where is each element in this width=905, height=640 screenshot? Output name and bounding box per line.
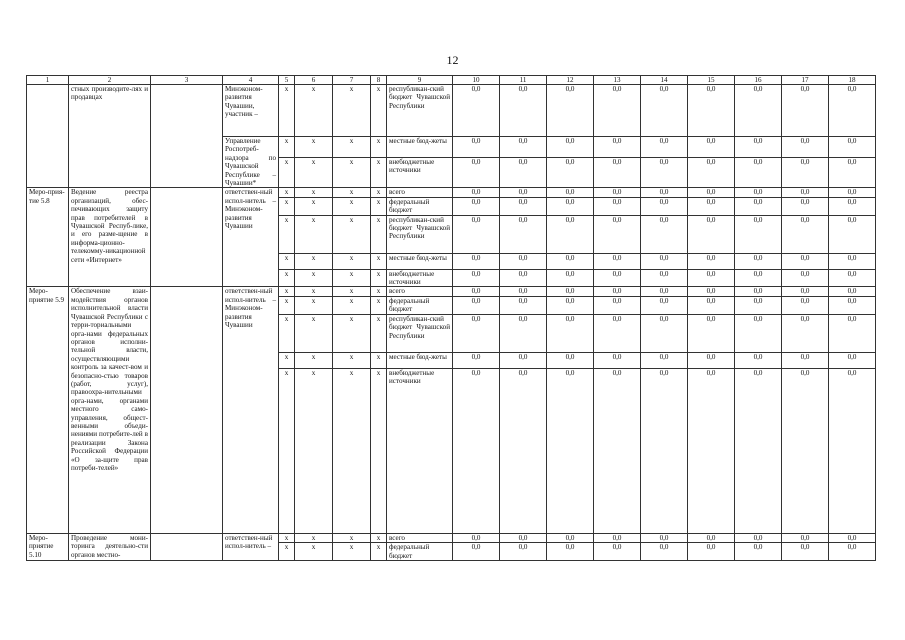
- amount-cell: 0,0: [829, 352, 876, 368]
- amount-cell: 0,0: [735, 197, 782, 215]
- amount-cell: 0,0: [688, 188, 735, 197]
- amount-cell: 0,0: [829, 269, 876, 287]
- amount-cell: 0,0: [829, 157, 876, 188]
- funding-source: всего: [387, 533, 453, 542]
- amount-cell: 0,0: [735, 533, 782, 542]
- funding-source: внебюджетные источники: [387, 368, 453, 533]
- amount-cell: 0,0: [782, 137, 829, 158]
- x-mark: х: [279, 215, 295, 253]
- amount-cell: 0,0: [641, 157, 688, 188]
- amount-cell: 0,0: [641, 197, 688, 215]
- x-mark: х: [279, 253, 295, 269]
- executor: Минэконом-развития Чувашии, участник –: [223, 85, 279, 137]
- event-number: Меро-приятие 5.10: [27, 533, 69, 560]
- event-description: Ведение реестра организаций, обес-печивающих защиту прав потребителей в Чувашской Респуб-лике, и его разме-щение в информа-ционно-телекомму-никационной сети «Интернет»: [69, 188, 151, 287]
- x-mark: х: [333, 533, 371, 542]
- x-mark: х: [371, 533, 387, 542]
- x-mark: х: [279, 296, 295, 314]
- amount-cell: 0,0: [453, 269, 500, 287]
- amount-cell: 0,0: [500, 314, 547, 352]
- funding-source: всего: [387, 287, 453, 296]
- table-row: [27, 287, 876, 296]
- amount-cell: 0,0: [453, 543, 500, 561]
- amount-cell: 0,0: [782, 287, 829, 296]
- funding-source: федеральный бюджет: [387, 197, 453, 215]
- amount-cell: 0,0: [547, 215, 594, 253]
- amount-cell: 0,0: [453, 253, 500, 269]
- amount-cell: 0,0: [594, 269, 641, 287]
- amount-cell: 0,0: [782, 197, 829, 215]
- event-description: Проведение мони-торинга деятельно-сти органов местно-: [69, 533, 151, 560]
- amount-cell: 0,0: [688, 85, 735, 137]
- empty-cell: [151, 188, 223, 287]
- event-number: [27, 85, 69, 188]
- amount-cell: 0,0: [688, 543, 735, 561]
- amount-cell: 0,0: [641, 137, 688, 158]
- amount-cell: 0,0: [782, 543, 829, 561]
- column-header: 9: [387, 76, 453, 85]
- x-mark: х: [279, 314, 295, 352]
- amount-cell: 0,0: [547, 287, 594, 296]
- amount-cell: 0,0: [829, 533, 876, 542]
- column-header: 18: [829, 76, 876, 85]
- amount-cell: 0,0: [782, 533, 829, 542]
- column-header: 2: [69, 76, 151, 85]
- x-mark: х: [333, 543, 371, 561]
- executor: ответствен-ный испол-нитель – Минэконом-развития Чувашии: [223, 188, 279, 287]
- amount-cell: 0,0: [641, 543, 688, 561]
- amount-cell: 0,0: [641, 253, 688, 269]
- amount-cell: 0,0: [547, 157, 594, 188]
- x-mark: х: [295, 215, 333, 253]
- amount-cell: 0,0: [500, 85, 547, 137]
- amount-cell: 0,0: [641, 287, 688, 296]
- x-mark: х: [333, 215, 371, 253]
- amount-cell: 0,0: [829, 85, 876, 137]
- amount-cell: 0,0: [688, 352, 735, 368]
- amount-cell: 0,0: [594, 368, 641, 533]
- amount-cell: 0,0: [453, 215, 500, 253]
- amount-cell: 0,0: [547, 85, 594, 137]
- amount-cell: 0,0: [500, 287, 547, 296]
- amount-cell: 0,0: [688, 253, 735, 269]
- amount-cell: 0,0: [782, 85, 829, 137]
- x-mark: х: [295, 296, 333, 314]
- x-mark: х: [279, 543, 295, 561]
- x-mark: х: [371, 269, 387, 287]
- amount-cell: 0,0: [735, 296, 782, 314]
- x-mark: х: [333, 314, 371, 352]
- amount-cell: 0,0: [688, 269, 735, 287]
- amount-cell: 0,0: [829, 368, 876, 533]
- amount-cell: 0,0: [453, 85, 500, 137]
- amount-cell: 0,0: [735, 85, 782, 137]
- column-header: 1: [27, 76, 69, 85]
- event-description: стных производите-лях и продавцах: [69, 85, 151, 188]
- funding-source: республикан-ский бюджет Чувашской Республики: [387, 314, 453, 352]
- x-mark: х: [333, 253, 371, 269]
- x-mark: х: [371, 543, 387, 561]
- x-mark: х: [295, 253, 333, 269]
- amount-cell: 0,0: [547, 269, 594, 287]
- executor: ответствен-ный испол-нитель –: [223, 533, 279, 560]
- column-header: 15: [688, 76, 735, 85]
- amount-cell: 0,0: [594, 85, 641, 137]
- amount-cell: 0,0: [735, 314, 782, 352]
- amount-cell: 0,0: [829, 188, 876, 197]
- amount-cell: 0,0: [594, 157, 641, 188]
- amount-cell: 0,0: [688, 157, 735, 188]
- empty-cell: [151, 287, 223, 533]
- amount-cell: 0,0: [735, 157, 782, 188]
- x-mark: х: [333, 368, 371, 533]
- amount-cell: 0,0: [641, 352, 688, 368]
- x-mark: х: [279, 197, 295, 215]
- column-header: 10: [453, 76, 500, 85]
- x-mark: х: [279, 352, 295, 368]
- amount-cell: 0,0: [594, 253, 641, 269]
- amount-cell: 0,0: [829, 215, 876, 253]
- x-mark: х: [295, 85, 333, 137]
- x-mark: х: [333, 157, 371, 188]
- amount-cell: 0,0: [641, 296, 688, 314]
- amount-cell: 0,0: [641, 533, 688, 542]
- amount-cell: 0,0: [594, 543, 641, 561]
- executor: Управление Роспотреб-надзора по Чувашской Республике – Чувашии*: [223, 137, 279, 188]
- amount-cell: 0,0: [688, 215, 735, 253]
- event-description: Обеспечение взаи-модействия органов исполнительной власти Чувашской Республики с терри-ториальными орга-нами федеральных органов исполни-тельной власти, осуществляющими контроль за качест-вом и безопасно-стью товаров (работ, услуг), правоохра-нительными орга-нами, органами местного само-управления, общест-венными объеди-нениями потребите-лей в реализации Закона Российской Федерации «О за-щите прав потреби-телей»: [69, 287, 151, 533]
- amount-cell: 0,0: [641, 85, 688, 137]
- x-mark: х: [371, 253, 387, 269]
- amount-cell: 0,0: [688, 314, 735, 352]
- amount-cell: 0,0: [782, 296, 829, 314]
- x-mark: х: [295, 137, 333, 158]
- x-mark: х: [371, 188, 387, 197]
- x-mark: х: [279, 188, 295, 197]
- column-header: 7: [333, 76, 371, 85]
- amount-cell: 0,0: [594, 314, 641, 352]
- x-mark: х: [279, 85, 295, 137]
- funding-source: всего: [387, 188, 453, 197]
- x-mark: х: [279, 157, 295, 188]
- budget-table: [26, 75, 876, 561]
- amount-cell: 0,0: [547, 137, 594, 158]
- amount-cell: 0,0: [500, 296, 547, 314]
- amount-cell: 0,0: [829, 137, 876, 158]
- amount-cell: 0,0: [735, 215, 782, 253]
- x-mark: х: [371, 352, 387, 368]
- header-row: [27, 76, 876, 85]
- x-mark: х: [371, 197, 387, 215]
- x-mark: х: [295, 269, 333, 287]
- amount-cell: 0,0: [641, 215, 688, 253]
- amount-cell: 0,0: [641, 188, 688, 197]
- amount-cell: 0,0: [547, 296, 594, 314]
- x-mark: х: [295, 287, 333, 296]
- amount-cell: 0,0: [453, 533, 500, 542]
- column-header: 17: [782, 76, 829, 85]
- table-row: [27, 85, 876, 137]
- funding-source: федеральный бюджет: [387, 296, 453, 314]
- funding-source: федеральный бюджет: [387, 543, 453, 561]
- amount-cell: 0,0: [500, 157, 547, 188]
- amount-cell: 0,0: [782, 157, 829, 188]
- column-header: 8: [371, 76, 387, 85]
- amount-cell: 0,0: [500, 533, 547, 542]
- amount-cell: 0,0: [688, 368, 735, 533]
- funding-source: местные бюд-жеты: [387, 253, 453, 269]
- x-mark: х: [279, 137, 295, 158]
- amount-cell: 0,0: [782, 314, 829, 352]
- amount-cell: 0,0: [735, 269, 782, 287]
- column-header: 3: [151, 76, 223, 85]
- x-mark: х: [279, 533, 295, 542]
- amount-cell: 0,0: [453, 197, 500, 215]
- x-mark: х: [371, 85, 387, 137]
- x-mark: х: [371, 157, 387, 188]
- amount-cell: 0,0: [500, 253, 547, 269]
- amount-cell: 0,0: [735, 352, 782, 368]
- amount-cell: 0,0: [782, 215, 829, 253]
- x-mark: х: [295, 543, 333, 561]
- amount-cell: 0,0: [594, 296, 641, 314]
- amount-cell: 0,0: [735, 287, 782, 296]
- x-mark: х: [333, 197, 371, 215]
- table-body: [27, 85, 876, 561]
- amount-cell: 0,0: [829, 287, 876, 296]
- amount-cell: 0,0: [829, 543, 876, 561]
- x-mark: х: [333, 269, 371, 287]
- column-header: 6: [295, 76, 333, 85]
- amount-cell: 0,0: [829, 314, 876, 352]
- amount-cell: 0,0: [594, 287, 641, 296]
- amount-cell: 0,0: [782, 188, 829, 197]
- amount-cell: 0,0: [500, 188, 547, 197]
- amount-cell: 0,0: [547, 197, 594, 215]
- amount-cell: 0,0: [594, 215, 641, 253]
- x-mark: х: [333, 296, 371, 314]
- amount-cell: 0,0: [547, 188, 594, 197]
- x-mark: х: [295, 314, 333, 352]
- x-mark: х: [333, 85, 371, 137]
- amount-cell: 0,0: [641, 314, 688, 352]
- table-row: [27, 188, 876, 197]
- amount-cell: 0,0: [735, 543, 782, 561]
- column-header: 4: [223, 76, 279, 85]
- x-mark: х: [295, 197, 333, 215]
- funding-source: местные бюд-жеты: [387, 352, 453, 368]
- amount-cell: 0,0: [500, 197, 547, 215]
- page-number: 12: [446, 53, 459, 67]
- amount-cell: 0,0: [829, 253, 876, 269]
- amount-cell: 0,0: [782, 253, 829, 269]
- amount-cell: 0,0: [735, 253, 782, 269]
- event-number: Меро-прия-тие 5.8: [27, 188, 69, 287]
- amount-cell: 0,0: [594, 137, 641, 158]
- x-mark: х: [371, 314, 387, 352]
- x-mark: х: [295, 352, 333, 368]
- amount-cell: 0,0: [500, 215, 547, 253]
- amount-cell: 0,0: [688, 296, 735, 314]
- empty-cell: [151, 85, 223, 188]
- amount-cell: 0,0: [500, 543, 547, 561]
- table-row: [27, 533, 876, 542]
- column-header: 5: [279, 76, 295, 85]
- amount-cell: 0,0: [547, 368, 594, 533]
- x-mark: х: [295, 157, 333, 188]
- x-mark: х: [333, 188, 371, 197]
- amount-cell: 0,0: [500, 137, 547, 158]
- column-header: 13: [594, 76, 641, 85]
- amount-cell: 0,0: [829, 296, 876, 314]
- amount-cell: 0,0: [500, 269, 547, 287]
- x-mark: х: [333, 137, 371, 158]
- event-number: Меро-приятие 5.9: [27, 287, 69, 533]
- amount-cell: 0,0: [453, 287, 500, 296]
- amount-cell: 0,0: [453, 137, 500, 158]
- column-header: 14: [641, 76, 688, 85]
- funding-source: внебюджетные источники: [387, 269, 453, 287]
- amount-cell: 0,0: [500, 352, 547, 368]
- executor: ответствен-ный испол-нитель – Минэконом-развития Чувашии: [223, 287, 279, 533]
- x-mark: х: [279, 287, 295, 296]
- x-mark: х: [279, 269, 295, 287]
- funding-source: внебюджетные источники: [387, 157, 453, 188]
- amount-cell: 0,0: [594, 188, 641, 197]
- amount-cell: 0,0: [829, 197, 876, 215]
- x-mark: х: [279, 368, 295, 533]
- amount-cell: 0,0: [547, 352, 594, 368]
- x-mark: х: [371, 137, 387, 158]
- amount-cell: 0,0: [688, 533, 735, 542]
- x-mark: х: [295, 533, 333, 542]
- amount-cell: 0,0: [688, 137, 735, 158]
- amount-cell: 0,0: [735, 188, 782, 197]
- x-mark: х: [371, 287, 387, 296]
- funding-source: республикан-ский бюджет Чувашской Республики: [387, 85, 453, 137]
- amount-cell: 0,0: [782, 368, 829, 533]
- x-mark: х: [371, 215, 387, 253]
- amount-cell: 0,0: [547, 543, 594, 561]
- amount-cell: 0,0: [782, 352, 829, 368]
- amount-cell: 0,0: [547, 533, 594, 542]
- column-header: 12: [547, 76, 594, 85]
- amount-cell: 0,0: [500, 368, 547, 533]
- amount-cell: 0,0: [453, 296, 500, 314]
- amount-cell: 0,0: [453, 314, 500, 352]
- amount-cell: 0,0: [641, 368, 688, 533]
- x-mark: х: [333, 352, 371, 368]
- amount-cell: 0,0: [641, 269, 688, 287]
- amount-cell: 0,0: [547, 253, 594, 269]
- amount-cell: 0,0: [735, 368, 782, 533]
- amount-cell: 0,0: [594, 533, 641, 542]
- amount-cell: 0,0: [735, 137, 782, 158]
- amount-cell: 0,0: [688, 197, 735, 215]
- amount-cell: 0,0: [453, 368, 500, 533]
- funding-source: республикан-ский бюджет Чувашской Республики: [387, 215, 453, 253]
- amount-cell: 0,0: [688, 287, 735, 296]
- amount-cell: 0,0: [594, 197, 641, 215]
- x-mark: х: [371, 368, 387, 533]
- column-header: 11: [500, 76, 547, 85]
- funding-source: местные бюд-жеты: [387, 137, 453, 158]
- amount-cell: 0,0: [453, 352, 500, 368]
- x-mark: х: [371, 296, 387, 314]
- x-mark: х: [333, 287, 371, 296]
- amount-cell: 0,0: [453, 188, 500, 197]
- amount-cell: 0,0: [453, 157, 500, 188]
- amount-cell: 0,0: [594, 352, 641, 368]
- empty-cell: [151, 533, 223, 560]
- x-mark: х: [295, 368, 333, 533]
- x-mark: х: [295, 188, 333, 197]
- amount-cell: 0,0: [782, 269, 829, 287]
- amount-cell: 0,0: [547, 314, 594, 352]
- column-header: 16: [735, 76, 782, 85]
